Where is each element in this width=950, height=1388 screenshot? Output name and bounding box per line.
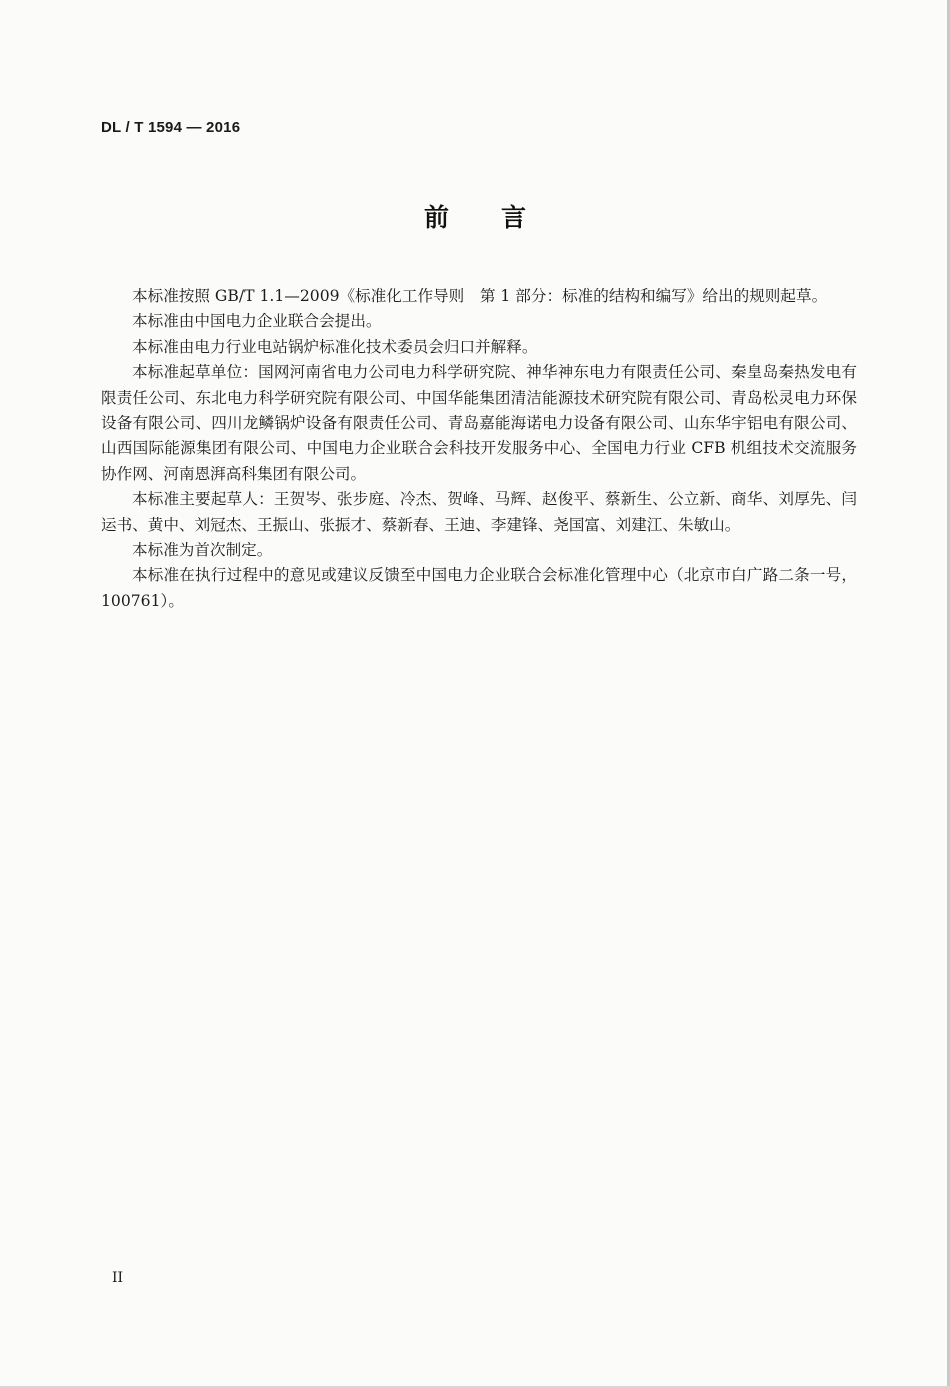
paragraph-first-edition: 本标准为首次制定。 bbox=[132, 541, 273, 560]
page-title bbox=[0, 198, 950, 234]
paragraph-feedback: 本标准在执行过程中的意见或建议反馈至中国电力企业联合会标准化管理中心（北京市白广路二条一号，100761）。 bbox=[101, 566, 857, 610]
paragraph-drafting-rules: 本标准按照 GB/T 1.1—2009《标准化工作导则 第 1 部分：标准的结构和编写》给出的规则起草。 bbox=[132, 287, 828, 305]
paragraph-responsible-committee: 本标准由电力行业电站锅炉标准化技术委员会归口并解释。 bbox=[132, 337, 538, 356]
paragraph-proposer: 本标准由中国电力企业联合会提出。 bbox=[132, 312, 382, 331]
paragraph-drafting-units: 本标准起草单位：国网河南省电力公司电力科学研究院、神华神东电力有限责任公司、秦皇岛秦热发电有限责任公司、东北电力科学研究院有限公司、中国华能集团清洁能源技术研究院有限公司、青岛松灵电力环保设备有限公司、四川龙鳞锅炉设备有限责任公司、青岛嘉能海诺电力设备有限公司、山东华宇铝电有限公司、山西国际能源集团有限公司、中国电力企业联合会科技开发服务中心、全国电力行业 CFB 机组技术交流服务协作网、河南恩湃高科集团有限公司。 bbox=[101, 363, 857, 483]
title-char-1: 前 bbox=[423, 203, 449, 232]
paragraph-drafters: 本标准主要起草人：王贺岑、张步庭、冷杰、贺峰、马辉、赵俊平、蔡新生、公立新、商华、刘厚先、闫运书、黄中、刘冠杰、王振山、张振才、蔡新春、王迪、李建锋、尧国富、刘建江、朱敏山。 bbox=[101, 490, 857, 534]
foreword-body bbox=[101, 284, 857, 614]
page-number: II bbox=[112, 1270, 124, 1286]
document-code: DL / T 1594 — 2016 bbox=[101, 119, 241, 136]
title-char-2: 言 bbox=[501, 203, 527, 232]
